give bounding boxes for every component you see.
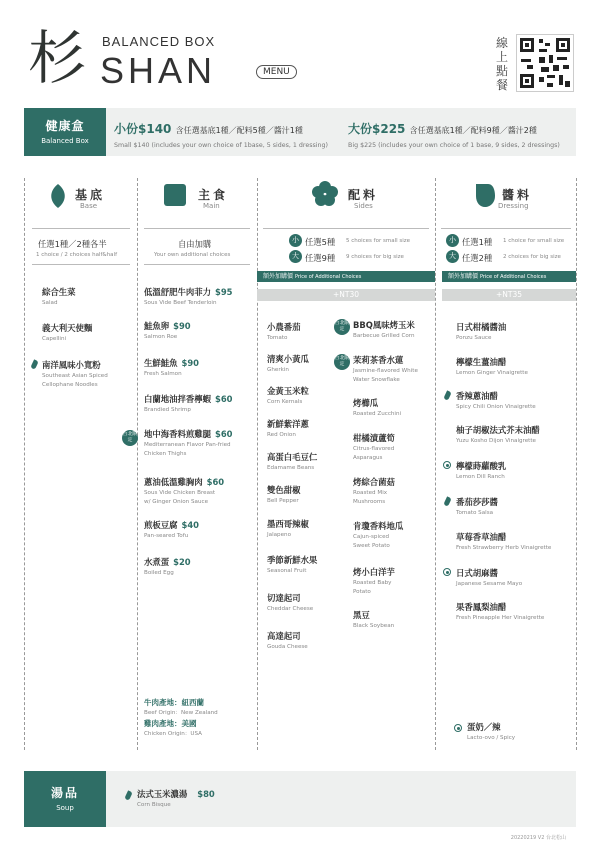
brand-subtitle: BALANCED BOX — [102, 34, 216, 49]
list-item[interactable]: 義大利天使麵 Capellini — [42, 323, 93, 342]
divider — [263, 228, 429, 229]
divider — [441, 228, 571, 229]
list-item[interactable]: 蔥油低溫雞胸肉 $60 Sous Vide Chicken Breast w/ Ginger Onion Sauce — [144, 477, 225, 505]
main-rule: 自由加購 — [178, 239, 212, 249]
list-item[interactable]: 小農番茄 Tomato — [267, 322, 301, 341]
list-item[interactable]: 柑橘漬蘆筍 Citrus-flavored Asparagus — [353, 433, 395, 461]
list-item[interactable]: 烤櫛瓜 Roasted Zucchini — [353, 398, 402, 417]
logo-character: 杉 — [28, 24, 87, 92]
divider — [32, 264, 130, 265]
list-item[interactable]: 黑豆 Black Soybean — [353, 610, 395, 629]
lacto-ovo-icon — [454, 724, 462, 732]
square-icon — [164, 184, 186, 206]
list-item[interactable]: 金黃玉米粒 Corn Kernals — [267, 386, 309, 405]
main-rule-en: Your own additional choices — [154, 252, 231, 258]
divider — [144, 228, 250, 229]
divider — [24, 178, 25, 750]
list-item[interactable]: 柚子胡椒法式芥末油醋 Yuzu Kosho Dijon Vinaigrette — [456, 425, 540, 444]
small-size-desc: 含任選基底1種／配料5種／醬汁1種 — [175, 126, 303, 135]
sides-big-rule: 任選9種 — [305, 253, 336, 263]
soup-title: 湯品 — [50, 786, 79, 800]
dressing-title: 醬料 — [502, 188, 533, 202]
additional-price-bar: 額外加購價 Price of Additional Choices — [257, 271, 435, 282]
big-badge: 大 — [289, 250, 302, 263]
list-item[interactable]: 番茄莎莎醬 Tomato Salsa — [456, 497, 498, 516]
list-item[interactable]: 高達起司 Gouda Cheese — [267, 631, 308, 650]
lacto-ovo-icon — [443, 461, 451, 469]
sides-title: 配料 — [348, 188, 379, 202]
divider — [137, 178, 138, 750]
base-rule: 任選1種／2種各半 — [38, 239, 107, 249]
base-rule-en: 1 choice / 2 choices half&half — [36, 252, 118, 258]
list-item[interactable]: 清爽小黃瓜 Gherkin — [267, 354, 309, 373]
list-item[interactable]: 烤小白洋芋 Roasted Baby Potato — [353, 567, 395, 595]
list-item[interactable]: 日式胡麻醬 Japanese Sesame Mayo — [456, 568, 523, 587]
small-size-en: Small $140 (includes your own choice of 1base, 5 sides, 1 dressing) — [114, 142, 328, 149]
list-item[interactable]: 高蛋白毛豆仁 Edamame Beans — [267, 452, 318, 471]
taipei-only-badge: 台北限定 — [334, 354, 350, 370]
sides-big-en: 9 choices for big size — [346, 254, 404, 260]
divider — [32, 228, 130, 229]
list-item[interactable]: 切達起司 Cheddar Cheese — [267, 593, 314, 612]
list-item[interactable]: 墨西哥辣椒 Jalapeno — [267, 519, 309, 538]
size-pricing-band — [106, 108, 576, 156]
list-item[interactable]: 草莓香草油醋 Fresh Strawberry Herb Vinaigrette — [456, 532, 552, 551]
balanced-box-title-en: Balanced Box — [41, 137, 89, 145]
taipei-only-badge: 台北限定 — [334, 319, 350, 335]
list-item[interactable]: 檸檬生薑油醋 Lemon Ginger Vinaigrette — [456, 357, 528, 376]
list-item[interactable]: 鮭魚卵 $90 Salmon Roe — [144, 321, 191, 340]
list-item[interactable]: 肯瓊香料地瓜 Cajun-spiced Sweet Potato — [353, 521, 404, 549]
main-title-en: Main — [203, 202, 220, 210]
list-item[interactable]: 水煮蛋 $20 Boiled Egg — [144, 557, 191, 576]
chili-icon — [30, 359, 38, 369]
divider — [257, 178, 258, 750]
qr-code-icon[interactable] — [516, 34, 574, 92]
list-item[interactable]: 新鮮紫洋蔥 Red Onion — [267, 419, 309, 438]
soup-label — [24, 771, 106, 827]
divider — [435, 178, 436, 750]
footer-version: 20220219 V2 台北松山 — [510, 835, 566, 841]
chili-icon — [443, 496, 451, 506]
list-item[interactable]: 檸檬蒔蘿酸乳 Lemon Dill Ranch — [456, 461, 507, 480]
balanced-box-title: 健康盒 — [45, 119, 85, 133]
brand-name: SHAN — [100, 50, 217, 91]
list-item[interactable]: 果香鳳梨油醋 Fresh Pineapple Her Vinaigrette — [456, 602, 545, 621]
soup-title-en: Soup — [56, 804, 74, 812]
chili-icon — [124, 790, 132, 800]
list-item[interactable]: 綜合生菜 Salad — [42, 287, 76, 306]
list-item[interactable]: 低溫舒肥牛肉菲力 $95 Sous Vide Beef Tenderloin — [144, 287, 233, 306]
main-title: 主食 — [198, 188, 229, 202]
list-item[interactable]: 南洋風味小寬粉 Southeast Asian Spiced Cellophane Noodles — [42, 360, 108, 388]
balanced-box-label — [24, 108, 106, 156]
small-size-title: 小份$140 — [114, 122, 172, 136]
list-item[interactable]: 生鮮鮭魚 $90 Fresh Salmon — [144, 358, 199, 377]
list-item[interactable]: 香辣蔥油醋 Spicy Chili Onion Vinaigrette — [456, 391, 536, 410]
dressing-big-rule: 任選2種 — [462, 253, 493, 263]
dressing-big-en: 2 choices for big size — [503, 254, 561, 260]
list-item[interactable]: 法式玉米濃湯 $80 Corn Bisque — [137, 789, 215, 808]
big-size-info — [348, 120, 560, 149]
leaf-icon — [47, 183, 69, 207]
menu-pill: MENU — [256, 65, 297, 79]
dressing-small-en: 1 choice for small size — [503, 238, 565, 244]
sides-title-en: Sides — [354, 202, 373, 210]
divider — [144, 264, 250, 265]
list-item[interactable]: 雙色甜椒 Bell Pepper — [267, 485, 301, 504]
taipei-only-badge: 台北限定 — [122, 430, 138, 446]
small-size-info — [114, 120, 328, 149]
sides-small-rule: 任選5種 — [305, 237, 336, 247]
big-size-desc: 含任選基底1種／配料9種／醬汁2種 — [409, 126, 537, 135]
base-title: 基底 — [75, 188, 106, 202]
origin-note: 牛肉產地：紐西蘭 Beef Origin：New Zealand — [144, 698, 218, 716]
big-badge: 大 — [446, 250, 459, 263]
big-size-title: 大份$225 — [348, 122, 406, 136]
list-item[interactable]: 煎板豆腐 $40 Pan-seared Tofu — [144, 520, 199, 539]
soup-band — [106, 771, 576, 827]
list-item[interactable]: 白蘭地油拌香檸蝦 $60 Brandied Shrimp — [144, 394, 233, 413]
divider — [576, 178, 577, 750]
base-title-en: Base — [80, 202, 98, 210]
dressing-small-rule: 任選1種 — [462, 237, 493, 247]
additional-price: +NT35 — [442, 289, 576, 301]
small-badge: 小 — [446, 234, 459, 247]
small-badge: 小 — [289, 234, 302, 247]
additional-price: +NT30 — [257, 289, 435, 301]
additional-price-bar: 額外加購價 Price of Additional Choices — [442, 271, 576, 282]
chili-icon — [443, 390, 451, 400]
list-item[interactable]: 烤綜合菌菇 Roasted Mix Mushrooms — [353, 477, 395, 505]
flower-icon — [312, 181, 334, 205]
list-item[interactable]: 地中海香料煎雞腿 $60 Mediterranean Flavor Pan-fried Chicken Thighs — [144, 429, 233, 457]
sides-small-en: 5 choices for small size — [346, 238, 411, 244]
list-item[interactable]: 日式柑橘醬油 Ponzu Sauce — [456, 322, 507, 341]
dressing-title-en: Dressing — [498, 202, 529, 210]
list-item[interactable]: BBQ風味烤玉米 Barbecue Grilled Corn — [353, 320, 415, 339]
legend: 蛋奶／辣 Lacto-ovo / Spicy — [467, 722, 516, 741]
big-size-en: Big $225 (includes your own choice of 1 base, 9 sides, 2 dressings) — [348, 142, 560, 149]
drop-icon — [474, 182, 496, 206]
online-order-label: 線上點餐 — [496, 36, 509, 92]
list-item[interactable]: 茉莉茶香水蓮 Jasmine-flavored White Water Snowflake — [353, 355, 418, 383]
lacto-ovo-icon — [443, 568, 451, 576]
origin-note: 雞肉產地：美國 Chicken Origin：USA — [144, 719, 202, 737]
list-item[interactable]: 季節新鮮水果 Seasonal Fruit — [267, 555, 318, 574]
